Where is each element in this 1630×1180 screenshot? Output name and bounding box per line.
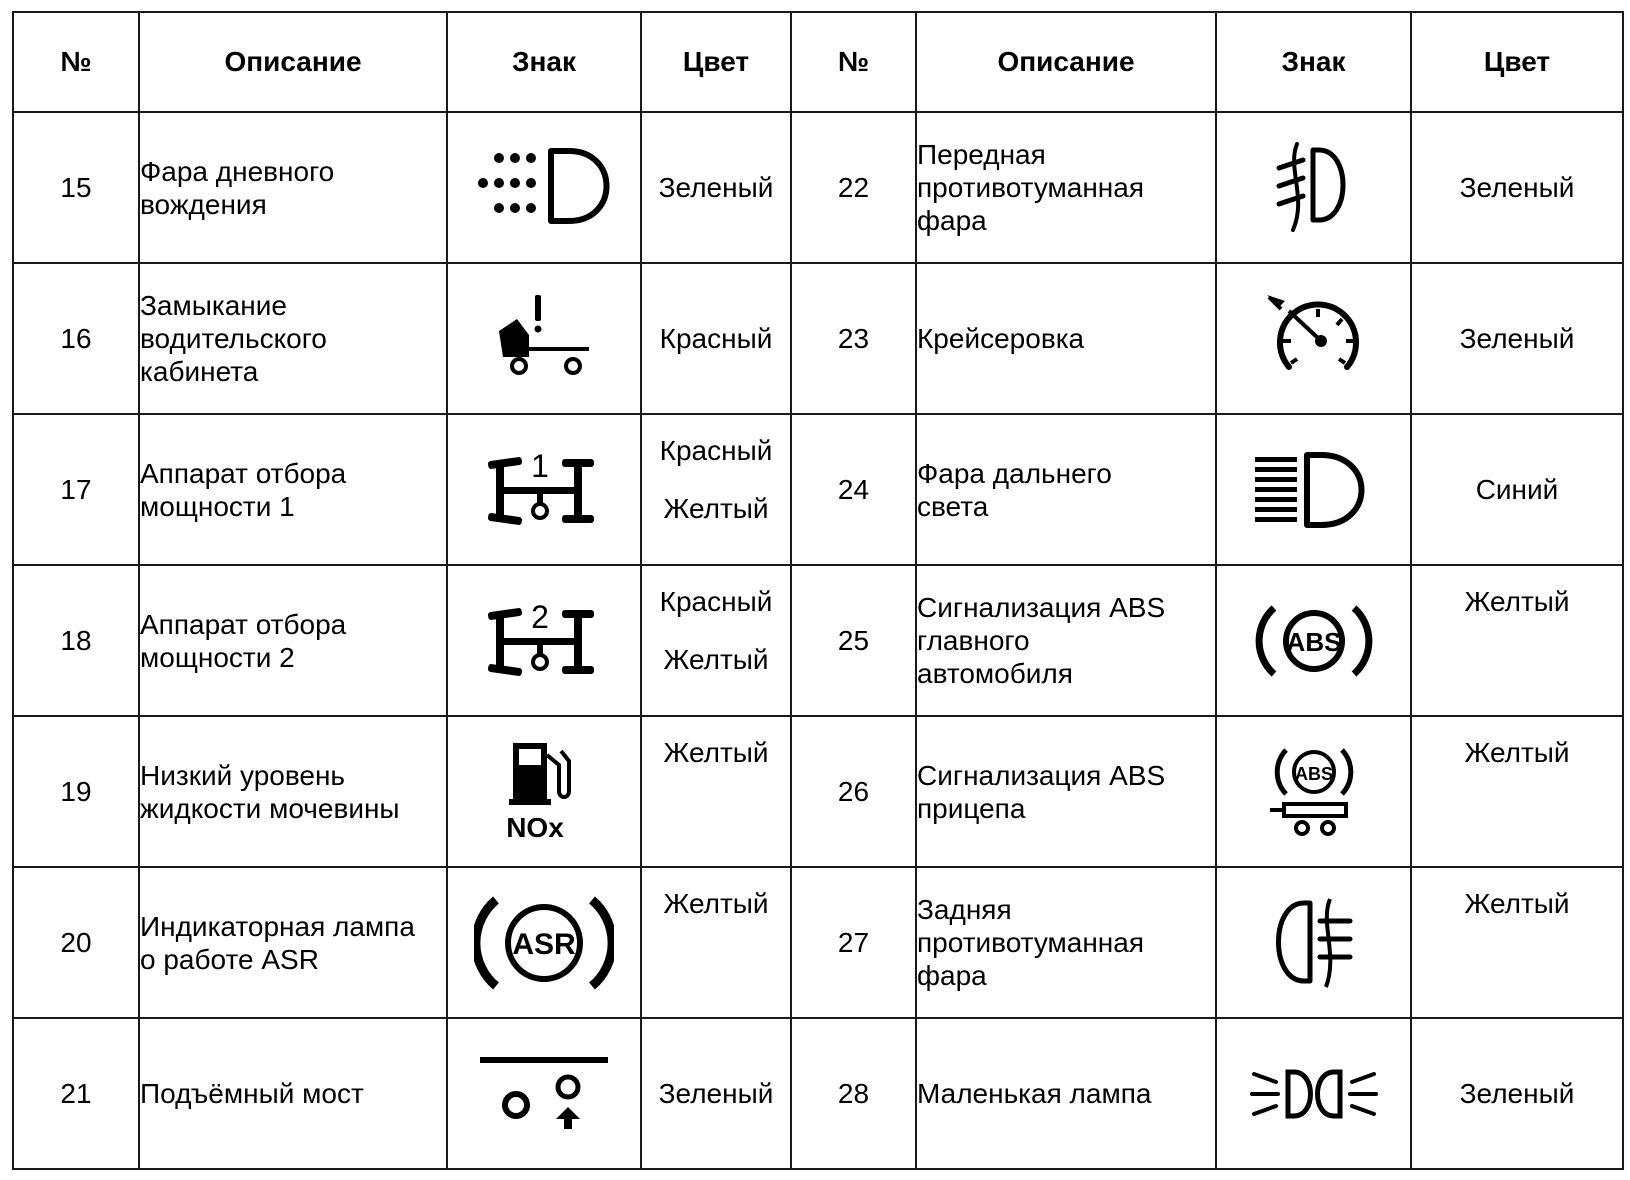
asr-label: ASR xyxy=(512,927,576,961)
row-description: Задняя противотуманная фара xyxy=(916,867,1216,1018)
row-number: 16 xyxy=(13,263,139,414)
header-num: № xyxy=(13,12,139,112)
row-sign xyxy=(447,263,641,414)
row-number: 25 xyxy=(791,565,916,716)
color-value: Зеленый xyxy=(658,1077,774,1109)
abs-label: ABS xyxy=(1294,763,1333,784)
row-description: Подъёмный мост xyxy=(139,1018,447,1169)
rear-fog-light-icon xyxy=(1264,893,1364,993)
row-color xyxy=(1411,1018,1623,1169)
row-description: Низкий уровень жидкости мочевины xyxy=(139,716,447,867)
row-description: Индикаторная лампа о работе ASR xyxy=(139,867,447,1018)
table-row xyxy=(13,716,1623,867)
color-value: Зеленый xyxy=(1459,171,1575,203)
cab-lock-icon xyxy=(489,291,599,386)
row-number: 27 xyxy=(791,867,916,1018)
color-value: Красный xyxy=(659,322,773,354)
color-value: Желтый xyxy=(663,493,769,524)
abs-trailer-icon xyxy=(1264,742,1364,842)
pto-number-label: 2 xyxy=(531,598,549,635)
color-value: Зеленый xyxy=(658,171,774,203)
color-value: Желтый xyxy=(663,888,769,919)
table-row xyxy=(13,112,1623,263)
row-color xyxy=(641,112,791,263)
color-value: Желтый xyxy=(663,644,769,675)
row-color xyxy=(1411,565,1623,716)
row-description: Фара дальнего света xyxy=(916,414,1216,565)
urea-fuel-pump-icon xyxy=(499,737,589,847)
indicator-table xyxy=(12,11,1624,1170)
row-number: 28 xyxy=(791,1018,916,1169)
row-description: Аппарат отбора мощности 1 xyxy=(139,414,447,565)
high-beam-icon xyxy=(1249,445,1379,535)
row-color xyxy=(641,414,791,565)
row-color xyxy=(641,565,791,716)
row-number: 18 xyxy=(13,565,139,716)
row-sign xyxy=(1216,112,1411,263)
row-color xyxy=(1411,263,1623,414)
daytime-running-light-icon xyxy=(469,143,619,233)
row-sign xyxy=(447,565,641,716)
row-description: Крейсеровка xyxy=(916,263,1216,414)
row-number: 17 xyxy=(13,414,139,565)
row-number: 20 xyxy=(13,867,139,1018)
table-header-row xyxy=(13,12,1623,112)
header-sign: Знак xyxy=(447,12,641,112)
row-sign xyxy=(447,1018,641,1169)
row-number: 24 xyxy=(791,414,916,565)
color-value: Желтый xyxy=(1464,586,1570,617)
asr-icon xyxy=(474,888,614,998)
row-number: 15 xyxy=(13,112,139,263)
header-desc: Описание xyxy=(916,12,1216,112)
row-sign xyxy=(1216,716,1411,867)
front-fog-light-icon xyxy=(1269,138,1359,238)
color-value: Зеленый xyxy=(1459,1077,1575,1109)
row-number: 19 xyxy=(13,716,139,867)
row-sign xyxy=(1216,414,1411,565)
row-number: 23 xyxy=(791,263,916,414)
row-description: Сигнализация ABS прицепа xyxy=(916,716,1216,867)
table-row xyxy=(13,565,1623,716)
row-sign xyxy=(447,867,641,1018)
row-number: 22 xyxy=(791,112,916,263)
color-value: Зеленый xyxy=(1459,322,1575,354)
row-description: Аппарат отбора мощности 2 xyxy=(139,565,447,716)
row-sign xyxy=(1216,263,1411,414)
row-number: 21 xyxy=(13,1018,139,1169)
color-value: Синий xyxy=(1475,473,1559,505)
row-description: Передная противотуманная фара xyxy=(916,112,1216,263)
pto-number-label: 1 xyxy=(531,447,549,484)
row-sign xyxy=(1216,565,1411,716)
row-color xyxy=(1411,112,1623,263)
row-sign xyxy=(1216,867,1411,1018)
header-sign: Знак xyxy=(1216,12,1411,112)
header-color: Цвет xyxy=(1411,12,1623,112)
row-number: 26 xyxy=(791,716,916,867)
nox-label: NOx xyxy=(506,811,564,843)
lift-axle-icon xyxy=(474,1049,614,1139)
color-value: Желтый xyxy=(663,737,769,768)
pto-2-icon xyxy=(484,596,604,686)
table-row xyxy=(13,867,1623,1018)
row-color xyxy=(1411,414,1623,565)
row-description: Фара дневного вождения xyxy=(139,112,447,263)
row-description: Маленькая лампа xyxy=(916,1018,1216,1169)
color-value: Красный xyxy=(659,435,773,466)
table-row xyxy=(13,414,1623,565)
row-sign xyxy=(447,414,641,565)
row-sign xyxy=(447,716,641,867)
color-value: Красный xyxy=(659,586,773,617)
table-row xyxy=(13,263,1623,414)
row-color xyxy=(641,867,791,1018)
color-value: Желтый xyxy=(1464,737,1570,768)
row-color xyxy=(1411,867,1623,1018)
row-description: Замыкание водительского кабинета xyxy=(139,263,447,414)
pto-1-icon xyxy=(484,445,604,535)
color-value: Желтый xyxy=(1464,888,1570,919)
row-color xyxy=(641,1018,791,1169)
table-row xyxy=(13,1018,1623,1169)
row-color xyxy=(641,716,791,867)
row-sign xyxy=(447,112,641,263)
abs-label: ABS xyxy=(1286,626,1341,657)
row-sign xyxy=(1216,1018,1411,1169)
cruise-control-icon xyxy=(1259,291,1369,386)
row-color xyxy=(1411,716,1623,867)
side-marker-lamp-icon xyxy=(1244,1054,1384,1134)
header-color: Цвет xyxy=(641,12,791,112)
header-desc: Описание xyxy=(139,12,447,112)
row-color xyxy=(641,263,791,414)
abs-vehicle-icon xyxy=(1254,596,1374,686)
row-description: Сигнализация ABS главного автомобиля xyxy=(916,565,1216,716)
header-num: № xyxy=(791,12,916,112)
